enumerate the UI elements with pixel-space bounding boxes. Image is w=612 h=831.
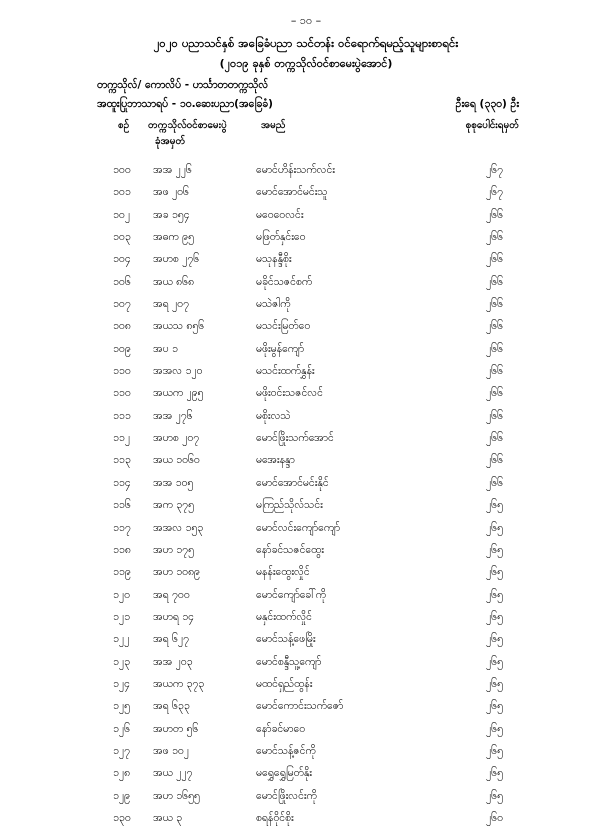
exam-seat-number: အအ ၂၂၆	[153, 164, 192, 176]
column-header-id: တက္ကသိုလ်ဝင်စာမေးပွဲ	[148, 120, 227, 131]
total-marks: ၂၆၆	[486, 387, 503, 400]
exam-seat-number: အအလ ၁၅၃	[153, 521, 204, 534]
candidate-name: မခိုင်သဇင်စက်	[256, 275, 313, 288]
total-marks: ၂၆၆	[486, 432, 503, 445]
candidate-name: မောင်ကောင်းသက်ဇော်	[256, 700, 344, 713]
row-number: ၁၁၀	[113, 387, 131, 400]
table-row	[0, 295, 612, 317]
row-number: ၁၀၀	[113, 164, 131, 176]
total-marks: ၂၆၇	[486, 164, 503, 176]
total-marks: ၂၆၆	[486, 231, 503, 244]
document-title: ၂၀၂၀ ပညာသင်နှစ် အခြေခံပညာ သင်တန်း ဝင်ရောက်ရမည့်သူများစာရင်း	[153, 36, 459, 50]
total-marks: ၂၆၆	[486, 365, 503, 378]
row-number: ၁၂၀	[113, 588, 130, 601]
candidate-name: မောင်ဟိန်းသက်လင်း	[256, 164, 335, 176]
row-number: ၁၂၂	[113, 633, 130, 646]
results-table	[0, 161, 612, 831]
candidate-name: မောင်ကျော်ခေါ်ကို	[256, 588, 327, 601]
candidate-name: မသင်းထက်နွှန်း	[256, 365, 315, 378]
row-number: ၁၁၃	[113, 454, 131, 467]
exam-seat-number: အရ ၇၀၀	[153, 588, 190, 601]
exam-seat-number: အယ ၁၀၆၀	[153, 454, 200, 467]
total-marks: ၂၆၅	[486, 722, 503, 735]
row-number: ၁၀၃	[113, 231, 131, 244]
row-number: ၁၁၈	[113, 543, 131, 556]
page-number: – ၁၀ –	[290, 14, 322, 27]
row-number: ၁၁၇	[113, 521, 131, 534]
exam-seat-number: အဟတ ၅၆	[153, 722, 199, 735]
table-row	[0, 250, 612, 272]
exam-seat-number: အခ ၁၅၄	[153, 208, 190, 221]
total-marks: ၂၆၆	[486, 409, 503, 422]
candidate-name: မသဲဇါကို	[256, 298, 291, 311]
table-row	[0, 519, 612, 541]
row-number: ၁၀၇	[113, 298, 131, 311]
row-number: ၁၀၄	[113, 253, 131, 266]
exam-seat-number: အဟ ၁၇၅	[153, 543, 194, 556]
total-marks: ၂၆၀	[486, 811, 503, 824]
row-number: ၁၀၉	[113, 342, 131, 355]
table-row	[0, 384, 612, 406]
candidate-name: မောင်ဖြိုးလင်းကို	[256, 789, 317, 802]
candidate-name: မောင်လင်းကျော်ကျော်	[256, 521, 341, 534]
table-row	[0, 474, 612, 496]
row-number: ၁၀၈	[113, 320, 131, 333]
table-row	[0, 742, 612, 764]
exam-seat-number: အဟစ ၂၇၆	[153, 253, 200, 266]
candidate-name: မနှင်းထက်လှိုင်	[256, 610, 313, 623]
candidate-name: စရန်ဝိုင်စိုး	[256, 811, 294, 824]
candidate-name: မနန်းထွေးလှိုင်	[256, 566, 310, 579]
exam-seat-number: အဟ ၁၀၈၉	[153, 566, 200, 579]
table-row	[0, 451, 612, 473]
table-row	[0, 407, 612, 429]
row-number: ၁၂၅	[113, 700, 130, 713]
exam-seat-number: အယ ၃	[153, 811, 183, 824]
table-row	[0, 429, 612, 451]
table-row	[0, 340, 612, 362]
exam-seat-number: အယသ ၈၅၆	[153, 320, 205, 333]
table-row	[0, 541, 612, 563]
exam-seat-number: အရ ၂၀၇	[153, 298, 189, 311]
table-row	[0, 563, 612, 585]
total-marks: ၂၆၅	[486, 700, 503, 713]
table-row	[0, 183, 612, 205]
exam-seat-number: အအ ၂၇၆	[153, 409, 193, 422]
table-row	[0, 228, 612, 250]
table-row	[0, 720, 612, 742]
university-label: တက္ကသိုလ်/ ကောလိပ် - ဟင်္သာတတက္ကသိုလ်	[97, 79, 269, 91]
candidate-name: မစိုးလသဲ	[256, 409, 291, 422]
row-number: ၁၃၀	[113, 811, 131, 824]
total-marks: ၂၆၆	[486, 298, 503, 311]
candidate-name: မဖြတ်နှင်းဝေ	[256, 231, 306, 244]
table-row	[0, 586, 612, 608]
row-number: ၁၂၁	[113, 610, 130, 623]
row-number: ၁၀၆	[113, 275, 131, 288]
document-subtitle: (၂၀၁၉ ခုနှစ် တက္ကသိုလ်ဝင်စာမေးပွဲအောင်)	[219, 57, 393, 70]
table-row	[0, 496, 612, 518]
exam-seat-number: အယ ၂၂၇	[153, 767, 193, 780]
table-row	[0, 362, 612, 384]
candidate-name: မဖိုးဝင်းသဇင်လင်	[256, 387, 323, 400]
candidate-name: မောင်သန့်ဖေမြိုး	[256, 633, 316, 646]
column-header-name: အမည်	[261, 120, 286, 131]
total-marks: ၂၆၅	[486, 744, 503, 757]
table-row	[0, 317, 612, 339]
candidate-name: မောင်အောင်မင်းနိုင်	[256, 476, 329, 489]
total-marks: ၂၆၅	[486, 588, 503, 601]
row-number: ၁၁၀	[113, 365, 131, 378]
candidate-name: မဝေဝေလင်း	[256, 208, 304, 221]
exam-seat-number: အအလ ၁၂၀	[153, 365, 203, 378]
row-number: ၁၂၉	[113, 789, 130, 802]
total-marks: ၂၆၅	[486, 566, 503, 579]
row-number: ၁၂၃	[113, 655, 130, 668]
exam-seat-number: အဟရ ၁၄	[153, 610, 195, 623]
candidate-name: နော်ခင်မာဝေ	[256, 722, 306, 735]
exam-seat-number: အရ ၆၃၃	[153, 700, 190, 713]
quota-label: ဦးရေ (၃၃၀) ဦး	[455, 98, 519, 110]
column-header-no: စဉ်	[118, 120, 130, 131]
row-number: ၁၂၄	[113, 677, 130, 690]
total-marks: ၂၆၅	[486, 610, 503, 623]
table-row	[0, 787, 612, 809]
total-marks: ၂၆၆	[486, 253, 503, 266]
row-number: ၁၂၇	[113, 744, 130, 757]
row-number: ၁၁၉	[113, 566, 131, 579]
total-marks: ၂၆၅	[486, 789, 503, 802]
table-row	[0, 764, 612, 786]
total-marks: ၂၆၆	[486, 275, 503, 288]
candidate-name: မသုနန္ဒီစိုး	[256, 253, 292, 266]
candidate-name: မအေးနန္ဒာ	[256, 454, 295, 467]
exam-seat-number: အပ ၁	[153, 342, 178, 355]
candidate-name: မကြည်သိုလ်သင်း	[256, 499, 323, 512]
row-number: ၁၁၄	[113, 476, 131, 489]
table-row	[0, 161, 612, 183]
candidate-name: မဖိုးမွန်ကျော်	[256, 342, 305, 355]
exam-seat-number: အက ၃၇၅	[153, 499, 194, 512]
candidate-name: နော်ခင်သဇင်ထွေး	[256, 543, 324, 556]
row-number: ၁၁၂	[113, 432, 130, 445]
table-row	[0, 675, 612, 697]
table-row	[0, 653, 612, 675]
table-row	[0, 206, 612, 228]
total-marks: ၂၆၅	[486, 633, 503, 646]
exam-seat-number: အဓက ၉၅	[153, 231, 194, 244]
row-number: ၁၁၆	[113, 499, 131, 512]
candidate-name: မထင်ရှည်ထွန်း	[256, 677, 313, 690]
subject-label: အထူးပြုဘာသာရပ် - ၁၀.ဆေးပညာ(အခြေခံ)	[97, 98, 273, 110]
row-number: ၁၂၆	[113, 722, 130, 735]
total-marks: ၂၆၅	[486, 543, 503, 556]
total-marks: ၂၆၅	[486, 767, 503, 780]
total-marks: ၂၆၅	[486, 655, 503, 668]
row-number: ၁၂၈	[113, 767, 131, 780]
column-header-id-line2: ခုံအမှတ်	[155, 136, 186, 147]
table-row	[0, 697, 612, 719]
candidate-name: မရွှေရွှေမြတ်နိုး	[256, 767, 312, 780]
exam-seat-number: အယက ၃၇၃	[153, 677, 205, 690]
exam-seat-number: အအ ၂၀၃	[153, 655, 193, 668]
total-marks: ၂၆၆	[486, 454, 503, 467]
candidate-name: မောင်အောင်မင်းသူ	[256, 186, 328, 199]
total-marks: ၂၆၆	[486, 208, 503, 221]
exam-seat-number: အအ ၁၀၅	[153, 476, 194, 489]
exam-seat-number: အယ ၈၆၈	[153, 275, 195, 288]
total-marks: ၂၆၆	[486, 476, 503, 489]
exam-seat-number: အဟ ၁၆၅၅	[153, 789, 200, 802]
total-marks: ၂၆၇	[486, 186, 503, 199]
candidate-name: မသင်းမြတ်ဝေ	[256, 320, 311, 333]
total-marks: ၂၆၆	[486, 342, 503, 355]
row-number: ၁၁၁	[113, 409, 131, 422]
total-marks: ၂၆၅	[486, 499, 503, 512]
candidate-name: မောင်သန့်ဇင်ကို	[256, 744, 316, 757]
exam-seat-number: အဖ ၁၀၂	[153, 744, 189, 757]
row-number: ၁၀၂	[113, 208, 130, 221]
exam-seat-number: အဟစ ၂၀၇	[153, 432, 200, 445]
table-row	[0, 809, 612, 831]
total-marks: ၂၆၆	[486, 320, 503, 333]
row-number: ၁၀၁	[113, 186, 131, 199]
exam-seat-number: အယက ၂၉၅	[153, 387, 204, 400]
exam-seat-number: အရ ၆၂၇	[153, 633, 189, 646]
table-row	[0, 630, 612, 652]
candidate-name: မောင်စန္ဒီသူ့ကျော်	[256, 655, 322, 668]
total-marks: ၂၆၅	[486, 677, 503, 690]
exam-seat-number: အဖ ၂၀၆	[153, 186, 189, 199]
column-header-marks: စုစုပေါင်းရမှတ်	[465, 120, 519, 131]
candidate-name: မောင်ဖြိုးသက်အောင်	[256, 432, 334, 445]
total-marks: ၂၆၅	[486, 521, 503, 534]
table-row	[0, 273, 612, 295]
table-row	[0, 608, 612, 630]
